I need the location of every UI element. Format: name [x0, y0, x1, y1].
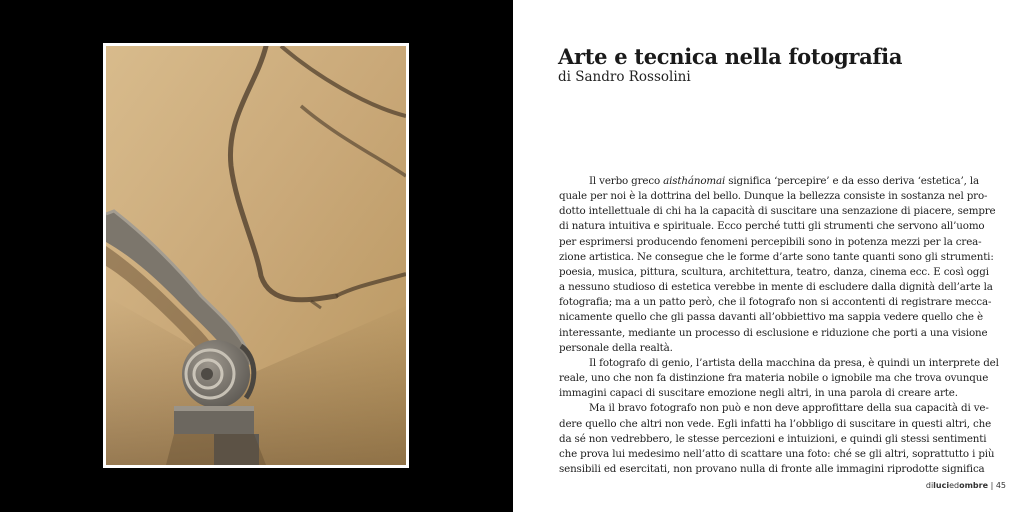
body-line: quale per noi è la dottrina del bello. Dunque la bellezza consiste in sostanza nel pro- [559, 190, 988, 203]
body-line: a nessuno studioso di estetica verebbe in mente di escludere dalla dignità dell’arte la [559, 281, 993, 294]
body-line: nicamente quello che gli passa davanti all’obbiettivo ma sappia vedere quello che è [559, 311, 983, 324]
body-line: Il verbo greco aisthánomai significa ‘percepire’ e da esso deriva ‘estetica’, la [589, 175, 979, 187]
wall-scroll-photo [106, 46, 406, 465]
body-line: reale, uno che non fa distinzione fra materia nobile o ignobile ma che trova ovunque [559, 372, 989, 385]
body-line: immagini capaci di suscitare emozione negli altri, in una parola di creare arte. [559, 387, 958, 400]
body-line: Il fotografo di genio, l’artista della macchina da presa, è quindi un interprete del [589, 356, 999, 369]
body-line: di natura intuitiva e spirituale. Ecco perché tutti gli strumenti che servono all’uomo [559, 220, 985, 233]
greek-term: aisthánomai [663, 175, 726, 187]
body-line: Ma il bravo fotografo non può e non deve approfittare della sua capacità di ve- [589, 402, 989, 415]
body-line: zione artistica. Ne consegue che le forme d’arte sono tante quanti sono gli strumenti: [559, 250, 994, 263]
page-number: 45 [995, 481, 1006, 490]
body-line: poesia, musica, pittura, scultura, architettura, teatro, danza, cinema ecc. E così oggi [559, 265, 989, 278]
right-page [513, 0, 1024, 512]
body-line: da sé non vedrebbero, le stesse percezioni e intuizioni, e quindi gli stessi sentimenti [559, 432, 987, 445]
body-line: che prova lui medesimo nell’atto di scattare una foto: ché se gli altri, soprattutto i più [559, 447, 995, 460]
body-line: personale della realtà. [559, 341, 673, 354]
article-title: Arte e tecnica nella fotografia [558, 44, 903, 69]
photo-frame [103, 43, 409, 468]
footer-brand-prefix: di [925, 481, 934, 490]
article-author: di Sandro Rossolini [558, 69, 691, 85]
body-line: dotto intellettuale di chi ha la capacità di suscitare una senzazione di piacere, sempre [559, 205, 996, 218]
body-line: dere quello che altri non vede. Egli infatti ha l’obbligo di suscitare in questi altri, che [559, 417, 992, 430]
footer-brand-bold-2: ombre [959, 481, 989, 490]
body-line: per esprimersi producendo fenomeni percepibili sono in potenza mezzi per la crea- [559, 235, 982, 248]
footer-separator: | [988, 481, 996, 490]
body-line: fotografia; ma a un patto però, che il fotografo non si accontenti di registrare mecca- [559, 296, 992, 309]
body-line: sensibili ed esercitati, non provano nulla di fronte alle immagini riprodotte significa [559, 462, 985, 475]
article-body [559, 174, 999, 477]
footer-brand-bold-1: luci [933, 481, 950, 490]
footer-brand-mid: ed [949, 481, 960, 490]
body-line: interessante, mediante un processo di esclusione e riduzione che porti a una visione [559, 326, 988, 339]
page-footer [926, 481, 1006, 490]
